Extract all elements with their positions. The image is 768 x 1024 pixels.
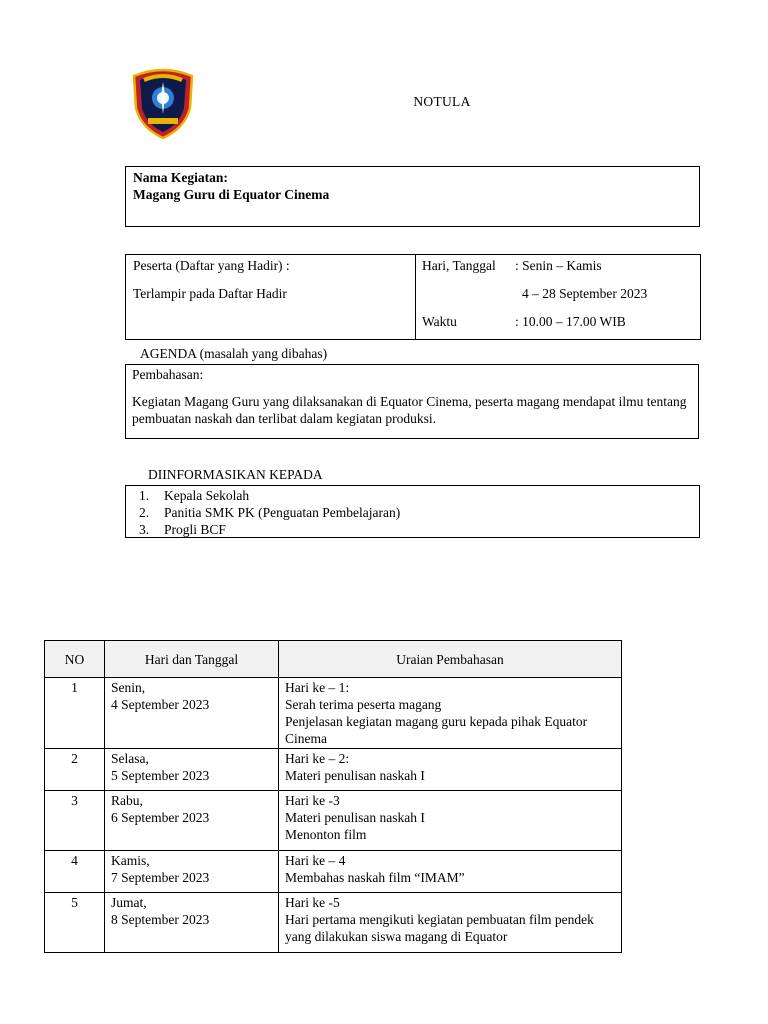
schedule-column bbox=[416, 255, 700, 339]
header-hari: Hari dan Tanggal bbox=[105, 641, 279, 678]
kegiatan-box bbox=[125, 166, 700, 227]
agenda-box bbox=[125, 364, 699, 439]
recipient-list bbox=[139, 487, 699, 538]
agenda-heading: AGENDA (masalah yang dibahas) bbox=[140, 346, 328, 361]
diinformasikan-heading: DIINFORMASIKAN KEPADA bbox=[148, 467, 323, 482]
list-item: 1. Kepala Sekolah bbox=[139, 488, 250, 503]
kegiatan-value: Magang Guru di Equator Cinema bbox=[133, 187, 330, 202]
diinformasikan-box bbox=[125, 485, 700, 538]
page-title: NOTULA bbox=[413, 94, 471, 109]
peserta-label: Peserta (Daftar yang Hadir) : bbox=[133, 258, 290, 273]
table-row: 4 Kamis, 7 September 2023 Hari ke – 4 Membahas naskah film “IMAM” bbox=[45, 851, 622, 893]
table-row: 2 Selasa, 5 September 2023 Hari ke – 2: Materi penulisan naskah I bbox=[45, 749, 622, 791]
header-uraian: Uraian Pembahasan bbox=[279, 641, 622, 678]
hari-value: : Senin – Kamis bbox=[515, 258, 602, 273]
kegiatan-label: Nama Kegiatan: bbox=[133, 170, 228, 185]
peserta-box bbox=[125, 254, 701, 340]
list-item: 3. Progli BCF bbox=[139, 522, 226, 537]
school-logo bbox=[130, 66, 196, 140]
pembahasan-label: Pembahasan: bbox=[132, 367, 204, 382]
peserta-column bbox=[126, 255, 416, 339]
waktu-value: : 10.00 – 17.00 WIB bbox=[515, 314, 626, 329]
table-row: 1 Senin, 4 September 2023 Hari ke – 1: Serah terima peserta magang Penjelasan kegiatan magang guru kepada pihak Equator Cinema bbox=[45, 678, 622, 749]
peserta-value: Terlampir pada Daftar Hadir bbox=[133, 286, 287, 301]
header-no: NO bbox=[45, 641, 105, 678]
activity-table bbox=[44, 640, 622, 953]
waktu-label: Waktu bbox=[422, 314, 457, 329]
hari-label: Hari, Tanggal bbox=[422, 258, 496, 273]
list-item: 2. Panitia SMK PK (Penguatan Pembelajaran) bbox=[139, 505, 401, 520]
table-row: 3 Rabu, 6 September 2023 Hari ke -3 Materi penulisan naskah I Menonton film bbox=[45, 791, 622, 851]
table-row: 5 Jumat, 8 September 2023 Hari ke -5 Hari pertama mengikuti kegiatan pembuatan film pendek yang dilakukan siswa magang di Equator bbox=[45, 893, 622, 953]
tanggal-value: 4 – 28 September 2023 bbox=[522, 286, 648, 301]
table-header-row bbox=[45, 641, 622, 678]
pembahasan-text: Kegiatan Magang Guru yang dilaksanakan di Equator Cinema, peserta magang mendapat ilmu tentang pembuatan naskah dan terlibat dalam kegiatan produksi. bbox=[132, 394, 687, 426]
